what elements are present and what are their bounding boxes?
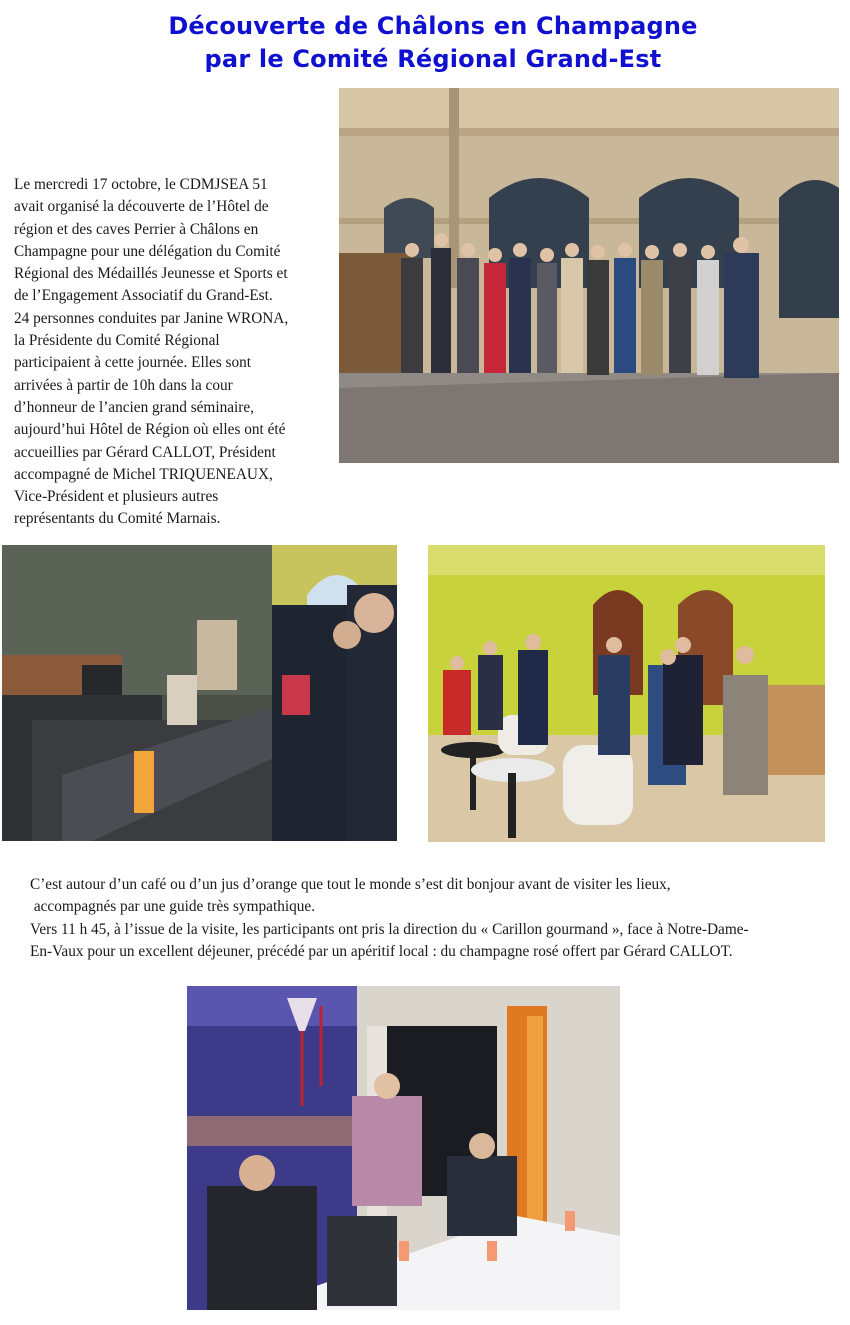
intro-line: de l’Engagement Associatif du Grand-Est. xyxy=(14,287,273,305)
caption-line: Vers 11 h 45, à l’issue de la visite, les participants ont pris la direction du « Carillon gourmand », face à Notre-Dame- xyxy=(30,920,749,938)
intro-line: d’honneur de l’ancien grand séminaire, xyxy=(14,398,254,416)
title-line-1: Découverte de Châlons en Champagne xyxy=(168,12,698,40)
intro-line: 24 personnes conduites par Janine WRONA, xyxy=(14,309,289,327)
caption-line: accompagnés par une guide très sympathique. xyxy=(30,898,316,916)
intro-line: Champagne pour une délégation du Comité xyxy=(14,242,281,260)
caption-paragraph xyxy=(30,874,830,964)
coffee-bar-photo xyxy=(2,545,397,841)
intro-line: la Présidente du Comité Régional xyxy=(14,332,220,350)
intro-line: représentants du Comité Marnais. xyxy=(14,510,221,528)
caption-line: En-Vaux pour un excellent déjeuner, précédé par un apéritif local : du champagne rosé offert par Gérard CALLOT. xyxy=(30,943,733,961)
intro-line: avait organisé la découverte de l’Hôtel de xyxy=(14,198,269,216)
intro-line: Régional des Médaillés Jeunesse et Sports et xyxy=(14,265,288,283)
caption-line: C’est autour d’un café ou d’un jus d’orange que tout le monde s’est dit bonjour avant de visiter les lieux, xyxy=(30,876,671,893)
group-photo-courtyard xyxy=(339,88,839,463)
intro-line: arrivées à partir de 10h dans la cour xyxy=(14,376,233,394)
intro-line: aujourd’hui Hôtel de Région où elles ont été xyxy=(14,421,286,439)
intro-line: Le mercredi 17 octobre, le CDMJSEA 51 xyxy=(14,176,268,193)
title-line-2: par le Comité Régional Grand-Est xyxy=(204,45,662,73)
restaurant-lunch-photo xyxy=(187,986,620,1310)
intro-line: Vice-Président et plusieurs autres xyxy=(14,488,219,506)
intro-line: accompagné de Michel TRIQUENEAUX, xyxy=(14,465,273,483)
hall-visit-photo xyxy=(428,545,825,842)
intro-line: accueillies par Gérard CALLOT, Président xyxy=(14,443,276,461)
page-title xyxy=(0,10,850,76)
intro-line: région et des caves Perrier à Châlons en xyxy=(14,220,259,238)
intro-line: participaient à cette journée. Elles sont xyxy=(14,354,252,372)
intro-paragraph xyxy=(14,174,334,531)
